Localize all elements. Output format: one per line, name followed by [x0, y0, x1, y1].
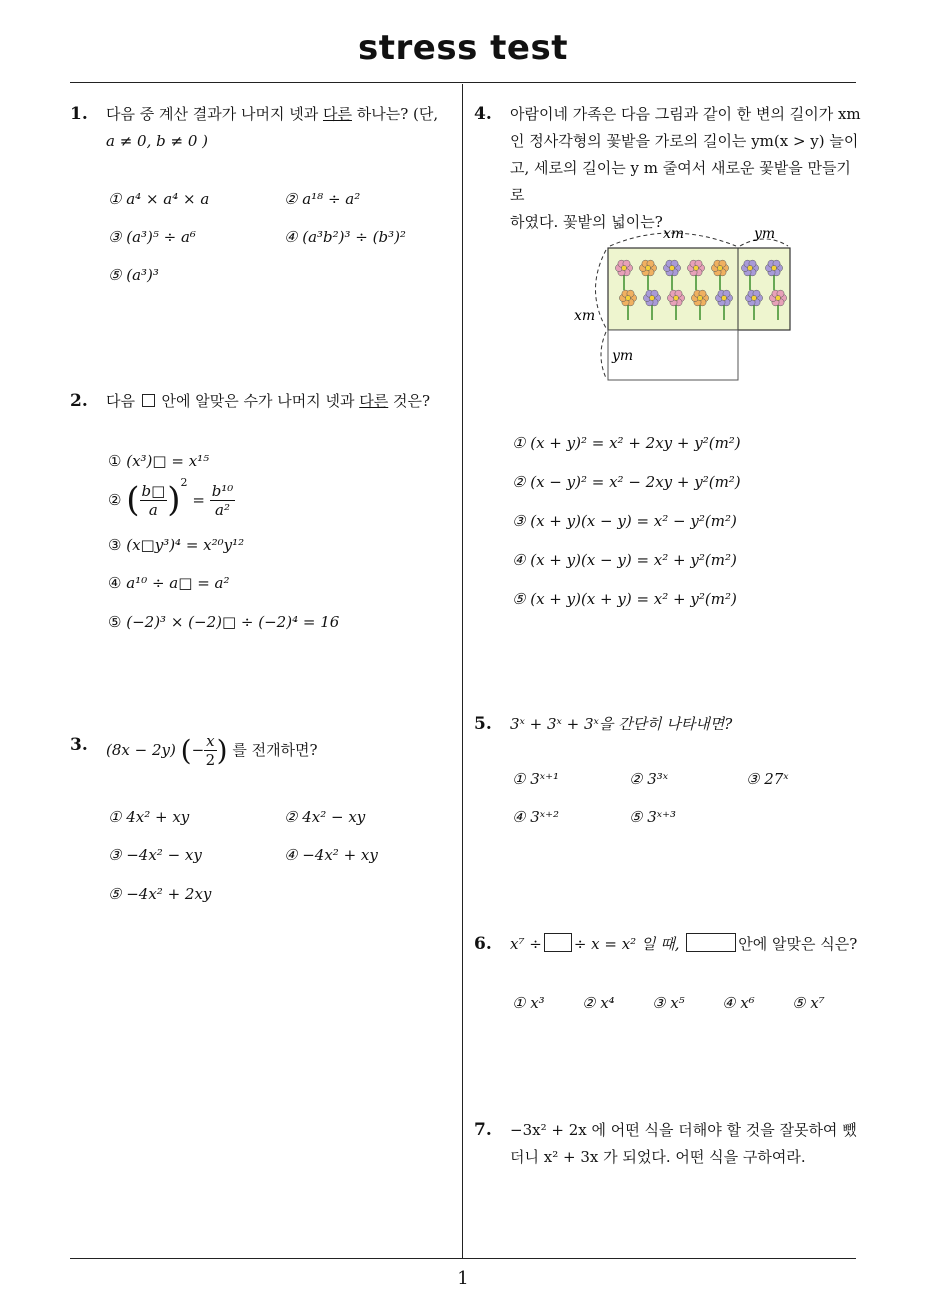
option-1[interactable]: ① 3ˣ⁺¹ — [512, 770, 560, 788]
flower-center — [717, 265, 722, 270]
question-5 — [474, 711, 864, 738]
option-5[interactable]: ⑤ −4x² + 2xy — [108, 885, 212, 903]
blank-box — [544, 933, 572, 952]
flower-center — [621, 265, 626, 270]
header-rule — [70, 82, 856, 83]
question-4 — [474, 101, 864, 236]
question-text: (8x − 2y) (− $\frac{x}{2}$ ) 를 전개하면? — [106, 732, 318, 769]
question-number: 3. — [70, 735, 88, 755]
option-2[interactable]: ② ( $\frac{b□}{a}$ )$^2$ = $\frac{\text{b¹⁰}}{\text{a²}}$ — [108, 476, 234, 520]
label-left-y: ym — [612, 348, 634, 364]
question-6 — [474, 931, 864, 958]
option-1[interactable]: ① (x³)□ = x¹⁵ — [108, 452, 210, 470]
question-number: 5. — [474, 714, 492, 734]
option-5[interactable]: ⑤ x⁷ — [792, 994, 825, 1012]
question-number: 6. — [474, 934, 492, 954]
option-4[interactable]: ④ −4x² + xy — [284, 846, 378, 864]
label-top-y: ym — [754, 226, 776, 242]
footer-rule — [70, 1258, 856, 1259]
question-text: 다음 안에 알맞은 수가 나머지 넷과 다른 것은? — [106, 392, 431, 410]
flower-center — [669, 265, 674, 270]
question-text: 다음 중 계산 결과가 나머지 넷과 다른 하나는? (단, a ≠ 0, b ≠ 0 ) — [106, 105, 439, 150]
option-3[interactable]: ③ (a³)⁵ ÷ a⁶ — [108, 228, 196, 246]
question-3 — [70, 732, 460, 769]
option-2[interactable]: ② a¹⁸ ÷ a² — [284, 190, 361, 208]
flower-center — [775, 295, 780, 300]
question-text: x⁷ ÷ ÷ x = x² 일 때, 안에 알맞은 식은? — [510, 935, 858, 953]
option-4[interactable]: ④ x⁶ — [722, 994, 755, 1012]
option-1[interactable]: ① (x + y)² = x² + 2xy + y²(m²) — [512, 434, 741, 452]
option-5[interactable]: ⑤ 3ˣ⁺³ — [629, 808, 677, 826]
flower-center — [751, 295, 756, 300]
option-3[interactable]: ③ (x + y)(x − y) = x² − y²(m²) — [512, 512, 737, 530]
option-2[interactable]: ② 4x² − xy — [284, 808, 366, 826]
flower-center — [625, 295, 630, 300]
dim-arc-left-y — [601, 332, 606, 378]
flower-bed-figure — [560, 220, 820, 390]
flower-center — [747, 265, 752, 270]
page-number: 1 — [457, 1268, 469, 1289]
page-title: stress test — [358, 28, 568, 68]
question-1 — [70, 101, 460, 155]
option-5[interactable]: ⑤ (a³)³ — [108, 266, 159, 284]
question-number: 4. — [474, 104, 492, 124]
flower-center — [693, 265, 698, 270]
dim-arc-left-x — [596, 250, 607, 328]
flower-center — [771, 265, 776, 270]
option-3[interactable]: ③ 27ˣ — [746, 770, 789, 788]
question-number: 2. — [70, 391, 88, 411]
question-text: −3x² + 2x 에 어떤 식을 더해야 할 것을 잘못하여 뺐 더니 x² + 3x 가 되었다. 어떤 식을 구하여라. — [510, 1121, 857, 1166]
flower-center — [673, 295, 678, 300]
label-left-x: xm — [574, 308, 596, 324]
question-2 — [70, 388, 460, 415]
question-number: 1. — [70, 104, 88, 124]
question-number: 7. — [474, 1120, 492, 1140]
question-7 — [474, 1117, 864, 1171]
flower-center — [697, 295, 702, 300]
flower-center — [645, 265, 650, 270]
option-2[interactable]: ② 3³ˣ — [629, 770, 669, 788]
option-1[interactable]: ① 4x² + xy — [108, 808, 190, 826]
option-1[interactable]: ① x³ — [512, 994, 545, 1012]
label-top-x: xm — [663, 226, 685, 242]
blank-box-wide — [686, 933, 736, 952]
option-3[interactable]: ③ x⁵ — [652, 994, 685, 1012]
option-1[interactable]: ① a⁴ × a⁴ × a — [108, 190, 210, 208]
option-4[interactable]: ④ a¹⁰ ÷ a□ = a² — [108, 574, 230, 592]
question-text: 아람이네 가족은 다음 그림과 같이 한 변의 길이가 xm 인 정사각형의 꽃밭을 가로의 길이는 ym(x > y) 늘이 고, 세로의 길이는 y m 줄여서 새로운 꽃밭을 만들기로 하였다. 꽃밭의 넓이는? — [510, 105, 861, 231]
column-divider — [462, 84, 463, 1259]
option-2[interactable]: ② x⁴ — [582, 994, 615, 1012]
option-5[interactable]: ⑤ (x + y)(x + y) = x² + y²(m²) — [512, 590, 737, 608]
question-text: 3ˣ + 3ˣ + 3ˣ을 간단히 나타내면? — [510, 715, 733, 733]
option-5[interactable]: ⑤ (−2)³ × (−2)□ ÷ (−2)⁴ = 16 — [108, 613, 340, 631]
option-4[interactable]: ④ (a³b²)³ ÷ (b³)² — [284, 228, 406, 246]
option-2[interactable]: ② (x − y)² = x² − 2xy + y²(m²) — [512, 473, 741, 491]
flower-center — [649, 295, 654, 300]
option-4[interactable]: ④ (x + y)(x − y) = x² + y²(m²) — [512, 551, 737, 569]
option-3[interactable]: ③ (x□y³)⁴ = x²⁰y¹² — [108, 536, 245, 554]
option-4[interactable]: ④ 3ˣ⁺² — [512, 808, 560, 826]
option-3[interactable]: ③ −4x² − xy — [108, 846, 202, 864]
blank-box — [142, 394, 155, 407]
flower-center — [721, 295, 726, 300]
